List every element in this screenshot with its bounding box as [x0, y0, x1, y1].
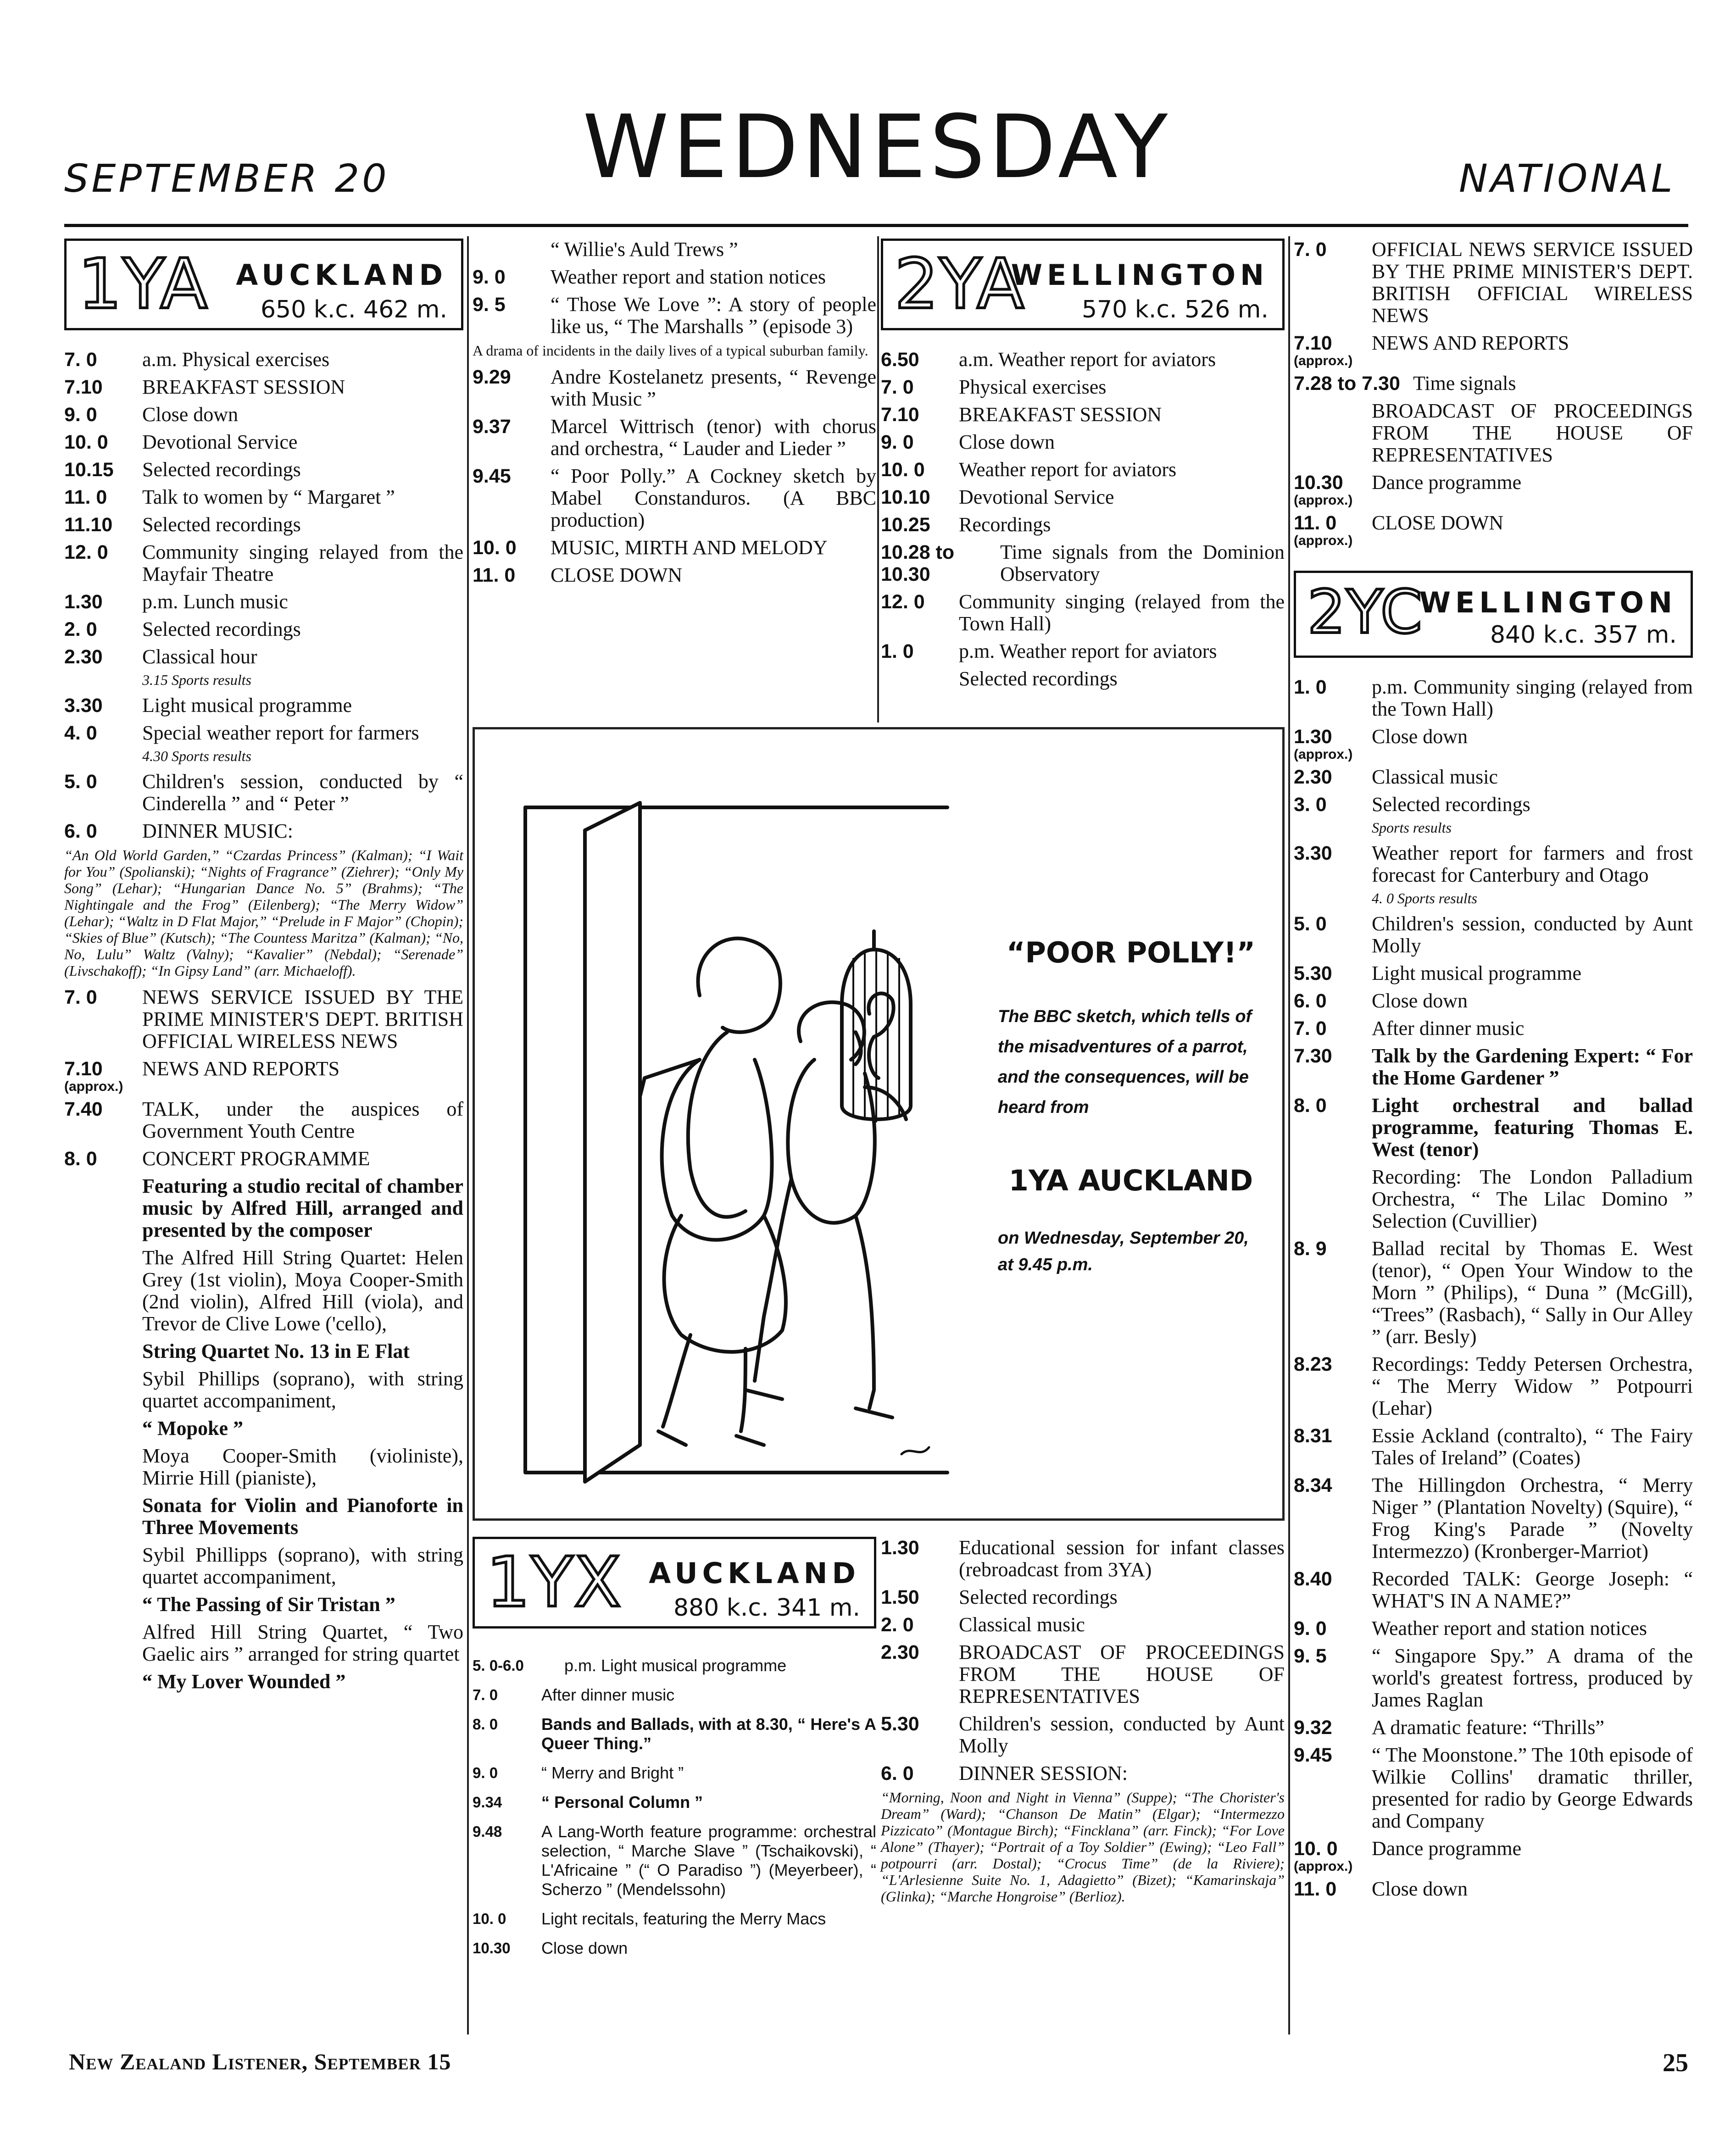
listing: 9. 0 Close down: [64, 403, 238, 426]
listing: 9.45 “ Poor Polly.” A Cockney sketch by Mabel Constanduros. (A BBC production): [473, 465, 876, 531]
listing: 6.50 a.m. Weather report for aviators: [881, 348, 1216, 371]
call-sign: 2YC: [1308, 577, 1423, 647]
listing-continued: Recording: The London Palladium Orchestra, “ The Lilac Domino ” Selection (Cuvillier): [1372, 1166, 1693, 1232]
drama-note: A drama of incidents in the daily lives of a typical suburban family.: [473, 342, 868, 359]
concert-line: Sybil Phillipps (soprano), with string quartet accompaniment,: [142, 1544, 463, 1588]
listing: 1. 0 p.m. Weather report for aviators: [881, 640, 1217, 662]
concert-line: Alfred Hill String Quartet, “ Two Gaelic airs ” arranged for string quartet: [142, 1621, 463, 1665]
listing: 6. 0 DINNER MUSIC:: [64, 820, 293, 842]
station-frequency: 650 k.c. 462 m.: [260, 296, 447, 323]
call-sign: 2YA: [895, 245, 1025, 324]
listing: 8. 9 Ballad recital by Thomas E. West (tenor), “ Open Your Window to the Morn ” (Philips), “ Duna ” (McGill), “Trees” (Rasbach), “ Sally in Our Alley ” (arr. Besly): [1294, 1237, 1693, 1348]
station-box-1yx: [473, 1537, 876, 1629]
listing: 8.31 Essie Ackland (contralto), “ The Fairy Tales of Ireland” (Coates): [1294, 1424, 1693, 1469]
listing: 10.25 Recordings: [881, 513, 1051, 536]
listing: 7.28 to 7.30 Time signals: [1294, 372, 1516, 395]
listing: 12. 0 Community singing relayed from the Mayfair Theatre: [64, 541, 463, 585]
poor-polly-illustration: [473, 727, 1285, 1521]
listing: 5. 0-6.0 p.m. Light musical programme: [473, 1656, 787, 1675]
sub-listing: 3.15 Sports results: [142, 672, 251, 688]
listing: 1.30 Educational session for infant classes (rebroadcast from 3YA): [881, 1536, 1285, 1581]
listing: 10. 0 Devotional Service: [64, 431, 298, 453]
page-footer: [64, 2048, 1688, 2085]
column-2ya: [881, 239, 1285, 695]
listing: 9. 0 “ Merry and Bright ”: [473, 1763, 684, 1782]
sub-listing: 4.30 Sports results: [142, 748, 251, 764]
listing: 1.50 Selected recordings: [881, 1586, 1118, 1608]
listing: 10.30 Close down: [473, 1939, 628, 1957]
listing: 2. 0 Selected recordings: [64, 618, 301, 640]
listing: 8. 0 CONCERT PROGRAMME: [64, 1147, 370, 1170]
station-city: AUCKLAND: [649, 1556, 860, 1590]
promo-body: The BBC sketch, which tells of the misadventures of a parrot, and the consequences, will be heard from: [998, 1007, 1252, 1117]
column-2ya-continued: [881, 1537, 1285, 1912]
station-box-2yc: [1294, 571, 1693, 658]
listing: 9.29 Andre Kostelanetz presents, “ Revenge with Music ”: [473, 366, 876, 410]
masthead: [0, 0, 1736, 216]
concert-line: String Quartet No. 13 in E Flat: [142, 1340, 410, 1362]
column-1ya-continued: [473, 239, 876, 592]
listing: 7. 0 Physical exercises: [881, 376, 1107, 398]
call-sign: 1YX: [486, 1543, 622, 1623]
promo-when: on Wednesday, September 20, at 9.45 p.m.: [998, 1228, 1249, 1274]
column-1yx: [473, 1537, 876, 1968]
listing: 1. 0 p.m. Community singing (relayed from the Town Hall): [1294, 676, 1693, 720]
promo-text: [998, 936, 1264, 1278]
listing: 5.30 Children's session, conducted by Aunt Molly: [881, 1712, 1285, 1757]
concert-line: “ My Lover Wounded ”: [142, 1670, 346, 1693]
listing: 11.10 Selected recordings: [64, 513, 301, 536]
concert-line: “ Mopoke ”: [142, 1417, 243, 1440]
station-frequency: 840 k.c. 357 m.: [1490, 621, 1677, 649]
listing: 8.23 Recordings: Teddy Petersen Orchestra, “ The Merry Widow ” Potpourri (Lehar): [1294, 1353, 1693, 1419]
promo-title: “POOR POLLY!”: [1006, 936, 1256, 969]
listing: 4. 0 Special weather report for farmers: [64, 722, 419, 744]
listing: 10.28 to 10.30 Time signals from the Dominion Observatory: [881, 541, 1285, 585]
dinner-session-note: “Morning, Noon and Night in Vienna” (Suppe); “The Chorister's Dream” (Ward); “Chanson De Matin” (Elgar); “Intermezzo Pizzicato” (Montague Birch); “Fincklana” (arr. Finck); “For Love Alone” (Thayer); “Portrait of a Toy Soldier” (Ewing); “Leo Fall” potpourri (arr. Dostal); “Crocus Time” (de la Riviere); “L'Arlesienne Suite No. 1, Adagietto” (Bizet); “Kamarinskaja” (Glinka); “Marche Hongroise” (Berlioz).: [881, 1789, 1285, 1905]
listing: 3.30 Light musical programme: [64, 694, 352, 717]
listing: 1.30 p.m. Lunch music: [64, 590, 288, 613]
listing: 11. 0 Talk to women by “ Margaret ”: [64, 486, 395, 508]
listing: 9.37 Marcel Wittrisch (tenor) with chorus and orchestra, “ Lauder and Lieder ”: [473, 415, 876, 460]
listing-continued: Selected recordings: [959, 667, 1118, 690]
listing: 10.15 Selected recordings: [64, 458, 301, 481]
listing: 2. 0 Classical music: [881, 1613, 1085, 1636]
listing: 8. 0 Light orchestral and ballad programme, featuring Thomas E. West (tenor): [1294, 1094, 1693, 1161]
promo-station: 1YA AUCKLAND: [1008, 1164, 1253, 1197]
listing: 7. 0 OFFICIAL NEWS SERVICE ISSUED BY THE PRIME MINISTER'S DEPT. BRITISH OFFICIAL WIRELESS NEWS: [1294, 238, 1693, 327]
listing: 8.40 Recorded TALK: George Joseph: “ WHAT'S IN A NAME?”: [1294, 1567, 1693, 1612]
listing: 7. 0 a.m. Physical exercises: [64, 348, 330, 371]
dinner-music-note: “An Old World Garden,” “Czardas Princess” (Kalman); “I Wait for You” (Spolianski); “Nights of Fragrance” (Ziehrer); “Only My Song” (Lehar); “Hungarian Dance No. 5” (Brahms); “The Nightingale and the Frog” (Eilenberg); “The Merry Widow” (Lehar); “Waltz in D Flat Major,” “Prelude in F Major” (Chopin); “Skies of Blue” (Kutsch); “The Countess Maritza” (Kalman); “No, No, Lulu” Waltz (Valny); “Kavalier” (Nebdal); “Serenade” (Livschakoff); “In Gipsy Land” (arr. Michaeloff).: [64, 847, 463, 979]
listing: 10.10 Devotional Service: [881, 486, 1114, 508]
listing: 3.30 Weather report for farmers and frost forecast for Canterbury and Otago: [1294, 842, 1693, 886]
listing: 8.34 The Hillingdon Orchestra, “ Merry Niger ” (Plantation Novelty) (Squire), “ Frog King's Parade ” (Novelty Intermezzo) (Kronberger-Marriot): [1294, 1474, 1693, 1562]
masthead-rule: [64, 224, 1688, 227]
listing: 7.30 Talk by the Gardening Expert: “ For the Home Gardener ”: [1294, 1045, 1693, 1089]
listing: 10. 0 MUSIC, MIRTH AND MELODY: [473, 536, 828, 559]
approx-label: (approx.): [64, 1079, 123, 1094]
listing: 7.10 NEWS AND REPORTS: [64, 1057, 340, 1080]
listing: 9.45 “ The Moonstone.” The 10th episode of Wilkie Collins' dramatic thriller, presented for radio by George Edwards and Company: [1294, 1744, 1693, 1832]
approx-label: (approx.): [1294, 1859, 1353, 1874]
listing: 6. 0 DINNER SESSION:: [881, 1762, 1128, 1784]
listing: 2.30 BROADCAST OF PROCEEDINGS FROM THE HOUSE OF REPRESENTATIVES: [881, 1641, 1285, 1707]
listing: 12. 0 Community singing (relayed from the Town Hall): [881, 590, 1285, 635]
column-divider: [1288, 236, 1290, 2034]
station-group-label: NATIONAL: [1459, 156, 1675, 201]
listing: 9.32 A dramatic feature: “Thrills”: [1294, 1716, 1604, 1739]
listing: 5. 0 Children's session, conducted by Aunt Molly: [1294, 912, 1693, 957]
listing: 9. 5 “ Singapore Spy.” A drama of the world's greatest fortress, produced by James Raglan: [1294, 1645, 1693, 1711]
listing: 10. 0 Dance programme: [1294, 1837, 1522, 1860]
sub-listing: Sports results: [1372, 819, 1452, 836]
station-frequency: 570 k.c. 526 m.: [1081, 296, 1269, 323]
listing: 7. 0 After dinner music: [1294, 1017, 1525, 1039]
station-city: WELLINGTON: [1419, 586, 1677, 619]
listing: 7. 0 NEWS SERVICE ISSUED BY THE PRIME MINISTER'S DEPT. BRITISH OFFICIAL WIRELESS NEWS: [64, 986, 463, 1052]
page-number: 25: [1663, 2049, 1688, 2077]
listing: 10.30 Dance programme: [1294, 471, 1522, 494]
station-city: AUCKLAND: [236, 258, 447, 292]
listing: 2.30 Classical hour: [64, 645, 257, 668]
listing: 7.40 TALK, under the auspices of Government Youth Centre: [64, 1098, 463, 1142]
concert-line: Featuring a studio recital of chamber music by Alfred Hill, arranged and presented by the composer: [142, 1175, 463, 1241]
continued-line: “ Willie's Auld Trews ”: [551, 238, 738, 261]
listing: 6. 0 Close down: [1294, 989, 1468, 1012]
listing: 8. 0 Bands and Ballads, with at 8.30, “ Here's A Queer Thing.”: [473, 1715, 876, 1753]
listing: 2.30 Classical music: [1294, 766, 1498, 788]
page-title: WEDNESDAY: [583, 96, 1172, 198]
approx-label: (approx.): [1294, 353, 1353, 368]
station-box-2ya: [881, 239, 1285, 330]
listing-continued: BROADCAST OF PROCEEDINGS FROM THE HOUSE OF REPRESENTATIVES: [1372, 400, 1693, 466]
listing: 9. 0 Weather report and station notices: [1294, 1617, 1647, 1640]
column-1yA: [64, 239, 463, 1698]
listing: 3. 0 Selected recordings: [1294, 793, 1530, 816]
listing: 10. 0 Weather report for aviators: [881, 458, 1177, 481]
listing: 11. 0 CLOSE DOWN: [473, 564, 683, 586]
cartoon-drawing: [507, 757, 966, 1500]
concert-line: The Alfred Hill String Quartet: Helen Grey (1st violin), Moya Cooper-Smith (2nd violin), Alfred Hill (viola), and Trevor de Clive Lowe ('cello),: [142, 1246, 463, 1335]
listing: 1.30 Close down: [1294, 725, 1468, 748]
station-city: WELLINGTON: [1011, 258, 1269, 292]
station-frequency: 880 k.c. 341 m.: [673, 1594, 860, 1622]
listing: 7. 0 After dinner music: [473, 1685, 675, 1704]
approx-label: (approx.): [1294, 493, 1353, 508]
listing: 11. 0 Close down: [1294, 1878, 1468, 1900]
concert-line: “ The Passing of Sir Tristan ”: [142, 1593, 395, 1616]
listing: 9. 0 Weather report and station notices: [473, 266, 826, 288]
listing: 9.48 A Lang-Worth feature programme: orchestral selection, “ Marche Slave ” (Tschaikovski), “ L'Africaine ” (“ O Paradiso ”) (Meyerbeer), “ Scherzo ” (Mendelssohn): [473, 1822, 876, 1899]
concert-line: Sonata for Violin and Pianoforte in Three Movements: [142, 1494, 463, 1539]
column-divider: [467, 236, 469, 2034]
column-divider: [877, 236, 879, 723]
listing: 10. 0 Light recitals, featuring the Merry Macs: [473, 1909, 826, 1928]
listing: 7.10 NEWS AND REPORTS: [1294, 332, 1569, 354]
listing: 9. 0 Close down: [881, 431, 1055, 453]
station-box-1ya: [64, 239, 463, 330]
listing: 5.30 Light musical programme: [1294, 962, 1581, 984]
listing: 11. 0 CLOSE DOWN: [1294, 511, 1504, 534]
listing: 5. 0 Children's session, conducted by “ Cinderella ” and “ Peter ”: [64, 770, 463, 815]
listing: 7.10 BREAKFAST SESSION: [64, 376, 345, 398]
page-date: SEPTEMBER 20: [64, 156, 389, 201]
publication-line: New Zealand Listener, September 15: [69, 2049, 451, 2074]
approx-label: (approx.): [1294, 747, 1353, 762]
listing: 7.10 BREAKFAST SESSION: [881, 403, 1162, 426]
call-sign: 1YA: [78, 245, 209, 324]
listing: 9.34 “ Personal Column ”: [473, 1793, 703, 1812]
listing: 9. 5 “ Those We Love ”: A story of people like us, “ The Marshalls ” (episode 3): [473, 293, 876, 338]
concert-line: Sybil Phillips (soprano), with string quartet accompaniment,: [142, 1367, 463, 1412]
sub-listing: 4. 0 Sports results: [1372, 890, 1477, 906]
approx-label: (approx.): [1294, 533, 1353, 548]
concert-line: Moya Cooper-Smith (violiniste), Mirrie Hill (pianiste),: [142, 1445, 463, 1489]
column-2ya-2yc: [1294, 239, 1693, 1906]
